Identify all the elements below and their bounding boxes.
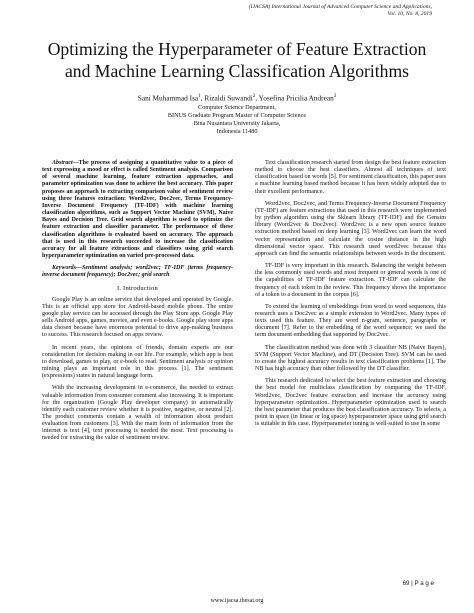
- affiliation-line-4: Indonesia 11480: [216, 128, 258, 135]
- intro-paragraph: In recent years, the opinions of friends, domain experts are our consideration for decision making in our life. For example, which app is best to download, games to play, or e-book to read. Sentiment analysis or opinion mining plays an important role in this process [1]. The sentiment (expressions) states in natural language form.: [42, 344, 233, 380]
- left-column: [42, 160, 233, 448]
- author-3-mark: 3: [333, 94, 337, 99]
- paper-title: [30, 38, 444, 82]
- author-1-mark: 1: [198, 94, 201, 99]
- right-column: [255, 160, 446, 433]
- journal-name: (IJACSA) International Journal of Advanced Computer Science and Applications,: [248, 4, 432, 10]
- abstract: [42, 160, 233, 260]
- section-heading-introduction: I. Introduction: [116, 284, 159, 292]
- body-paragraph: Word2vec, Doc2vec, and Terms Frequency-Inverse Document Frequency (TF-IDF) are feature extractions that used in this research were implemented by python algorithm using the Sklearn library (TF-IDF) and the Gensim library (Word2vec & Doc2vec). Word2vec is a new open source feature extraction method based on deep learning [3]. Word2vec can learn the word vector representation and calculate the cosine distance in the high dimensional vector space. This research used word2vec because this approach can find the semantic relationships between words in the document.: [255, 200, 446, 257]
- title-line-2: and Machine Learning Classification Algorithms: [65, 61, 409, 81]
- affiliation-line-2: BINUS Graduate Program Master of Computer Science: [167, 112, 307, 119]
- abstract-label: Abstract: [52, 160, 73, 166]
- title-line-1: Optimizing the Hyperparameter of Feature Extraction: [47, 39, 427, 59]
- affiliation-line-3: Bina Nusantara University Jakarta,: [193, 120, 281, 127]
- author-1: Sani Muhammad Isa: [137, 93, 199, 103]
- author-list: Sani Muhammad Isa$^1$, Rizaldi Suwandi$^2$, Yosefina Pricilia Andrean$^3$: [137, 93, 337, 103]
- body-paragraph: This research dedicated to select the best feature extraction and choosing the best model for multiclass classification by comparing the TF-IDF, Word2vec, Doc2vec feature extraction and increase the accuracy using hyperparameter optimization. Hyperparameter optimization used to search the best parameter that produces the best classification accuracy. To selects, a point in space (in linear or log space) hyperparameter space using grid search is suitable in this case. Hyperparameter tuning is well-suited to use in some: [255, 378, 446, 428]
- body-paragraph: The classification method was done with 3 classifier NB (Naive Bayes), SVM (Support Vector Machine), and DT (Decision Tree). SVM can be used to create the highest accuracy results in text classification problems [1]. The NB has high accuracy than other followed by the DT classifier.: [255, 344, 446, 373]
- author-2-mark: 2: [252, 94, 256, 99]
- keywords: [42, 265, 233, 279]
- author-2: Rizaldi Suwandi: [204, 93, 253, 103]
- intro-paragraph: With the increasing development in e-commerce, the needed to extract valuable information from consumer comment also increasing. It is important for the organization (Google Play developer company) to automatically identify each customer review whether it is positive, negative, or neutral [2]. The product comments contain a wealth of information about product evaluation from customers [3]. With the main form of information from the internet is text [4], text processing is needed the most. Text processing is needed for extracting the value of sentiment review.: [42, 385, 233, 442]
- body-paragraph: To extend the learning of embeddings from word to word sequences, this research uses a Doc2vec as a simple extension to Word2vec. Many types of texts used this feature. They are word n-gram, sentence, paragraphs or document [7]. Refer to the embedding of the word sequence; we used the term document embedding that supported by Doc2vec.: [255, 303, 446, 339]
- intro-paragraph: Google Play is an online service that developed and operated by Google. This is an official app store for Android-based mobile phone. The entire google play service can be accessed through the Play Store app. Google Play sells Android apps, games, movies, and even e-books. Google play store apps data chosen because have enormous potential to drive app-making business to success. This research focused on apps review.: [42, 296, 233, 339]
- body-paragraph: TF-IDF is very important in this research. Balancing the weight between the less commonly used words and most frequent or general words is one of the capabilities of TF-IDF feature extraction. TF-IDF can calculate the frequency of each token in the review. This frequency shows the importance of a token to a document in the corpus [6].: [255, 263, 446, 298]
- affiliation: [40, 104, 434, 136]
- abstract-dash: —: [72, 160, 79, 166]
- keywords-label: Keywords: [52, 265, 76, 272]
- abstract-text: The process of assigning a quantitative value to a piece of text expressing a mood or effect is called Sentiment analysis. Comparison of several machine learning, feature extraction approaches, and parameter optimization was done to achieve the best accuracy. This paper proposes an approach to extracting comparison value of sentiment review using three features extraction: Word2vec, Doc2vec, Terms Frequency-Inverse Document Frequency (TF-IDF) with machine learning classification algorithms, such as Support Vector Machine (SVM), Naive Bayes and Decision Tree. Grid search algorithm is used to optimize the feature extraction and classifier parameter. The performance of these classification algorithms is evaluated based on accuracy. The approach that is used in this research succeeded to increase the classification accuracy for all feature extractions and classifiers using grid search hyperparameter optimization on varied pre-processed data.: [42, 160, 233, 260]
- journal-volume: Vol. 10, No. 8, 2019: [387, 10, 432, 17]
- author-3: Yosefina Pricilia Andrean: [258, 93, 334, 103]
- keywords-text: Sentiment analysis; word2vec; TF-IDF (terms frequency-inverse document frequency); Doc2vec; grid search: [42, 265, 233, 279]
- footer-url[interactable]: www.ijacsa.thesai.org: [210, 598, 264, 604]
- affiliation-line-1: Computer Science Department,: [198, 104, 276, 111]
- journal-header: [132, 4, 432, 17]
- page-number: 69 | P a g e: [402, 580, 434, 587]
- keywords-dash: —: [76, 265, 82, 272]
- body-paragraph: Text classification research started from design the best feature extraction method to choose the best classifiers. Almost all techniques of text classification based on words [5]. For sentiment classification, this paper uses a machine learning based method because it has been widely adopted due to their excellent performance.: [255, 160, 446, 195]
